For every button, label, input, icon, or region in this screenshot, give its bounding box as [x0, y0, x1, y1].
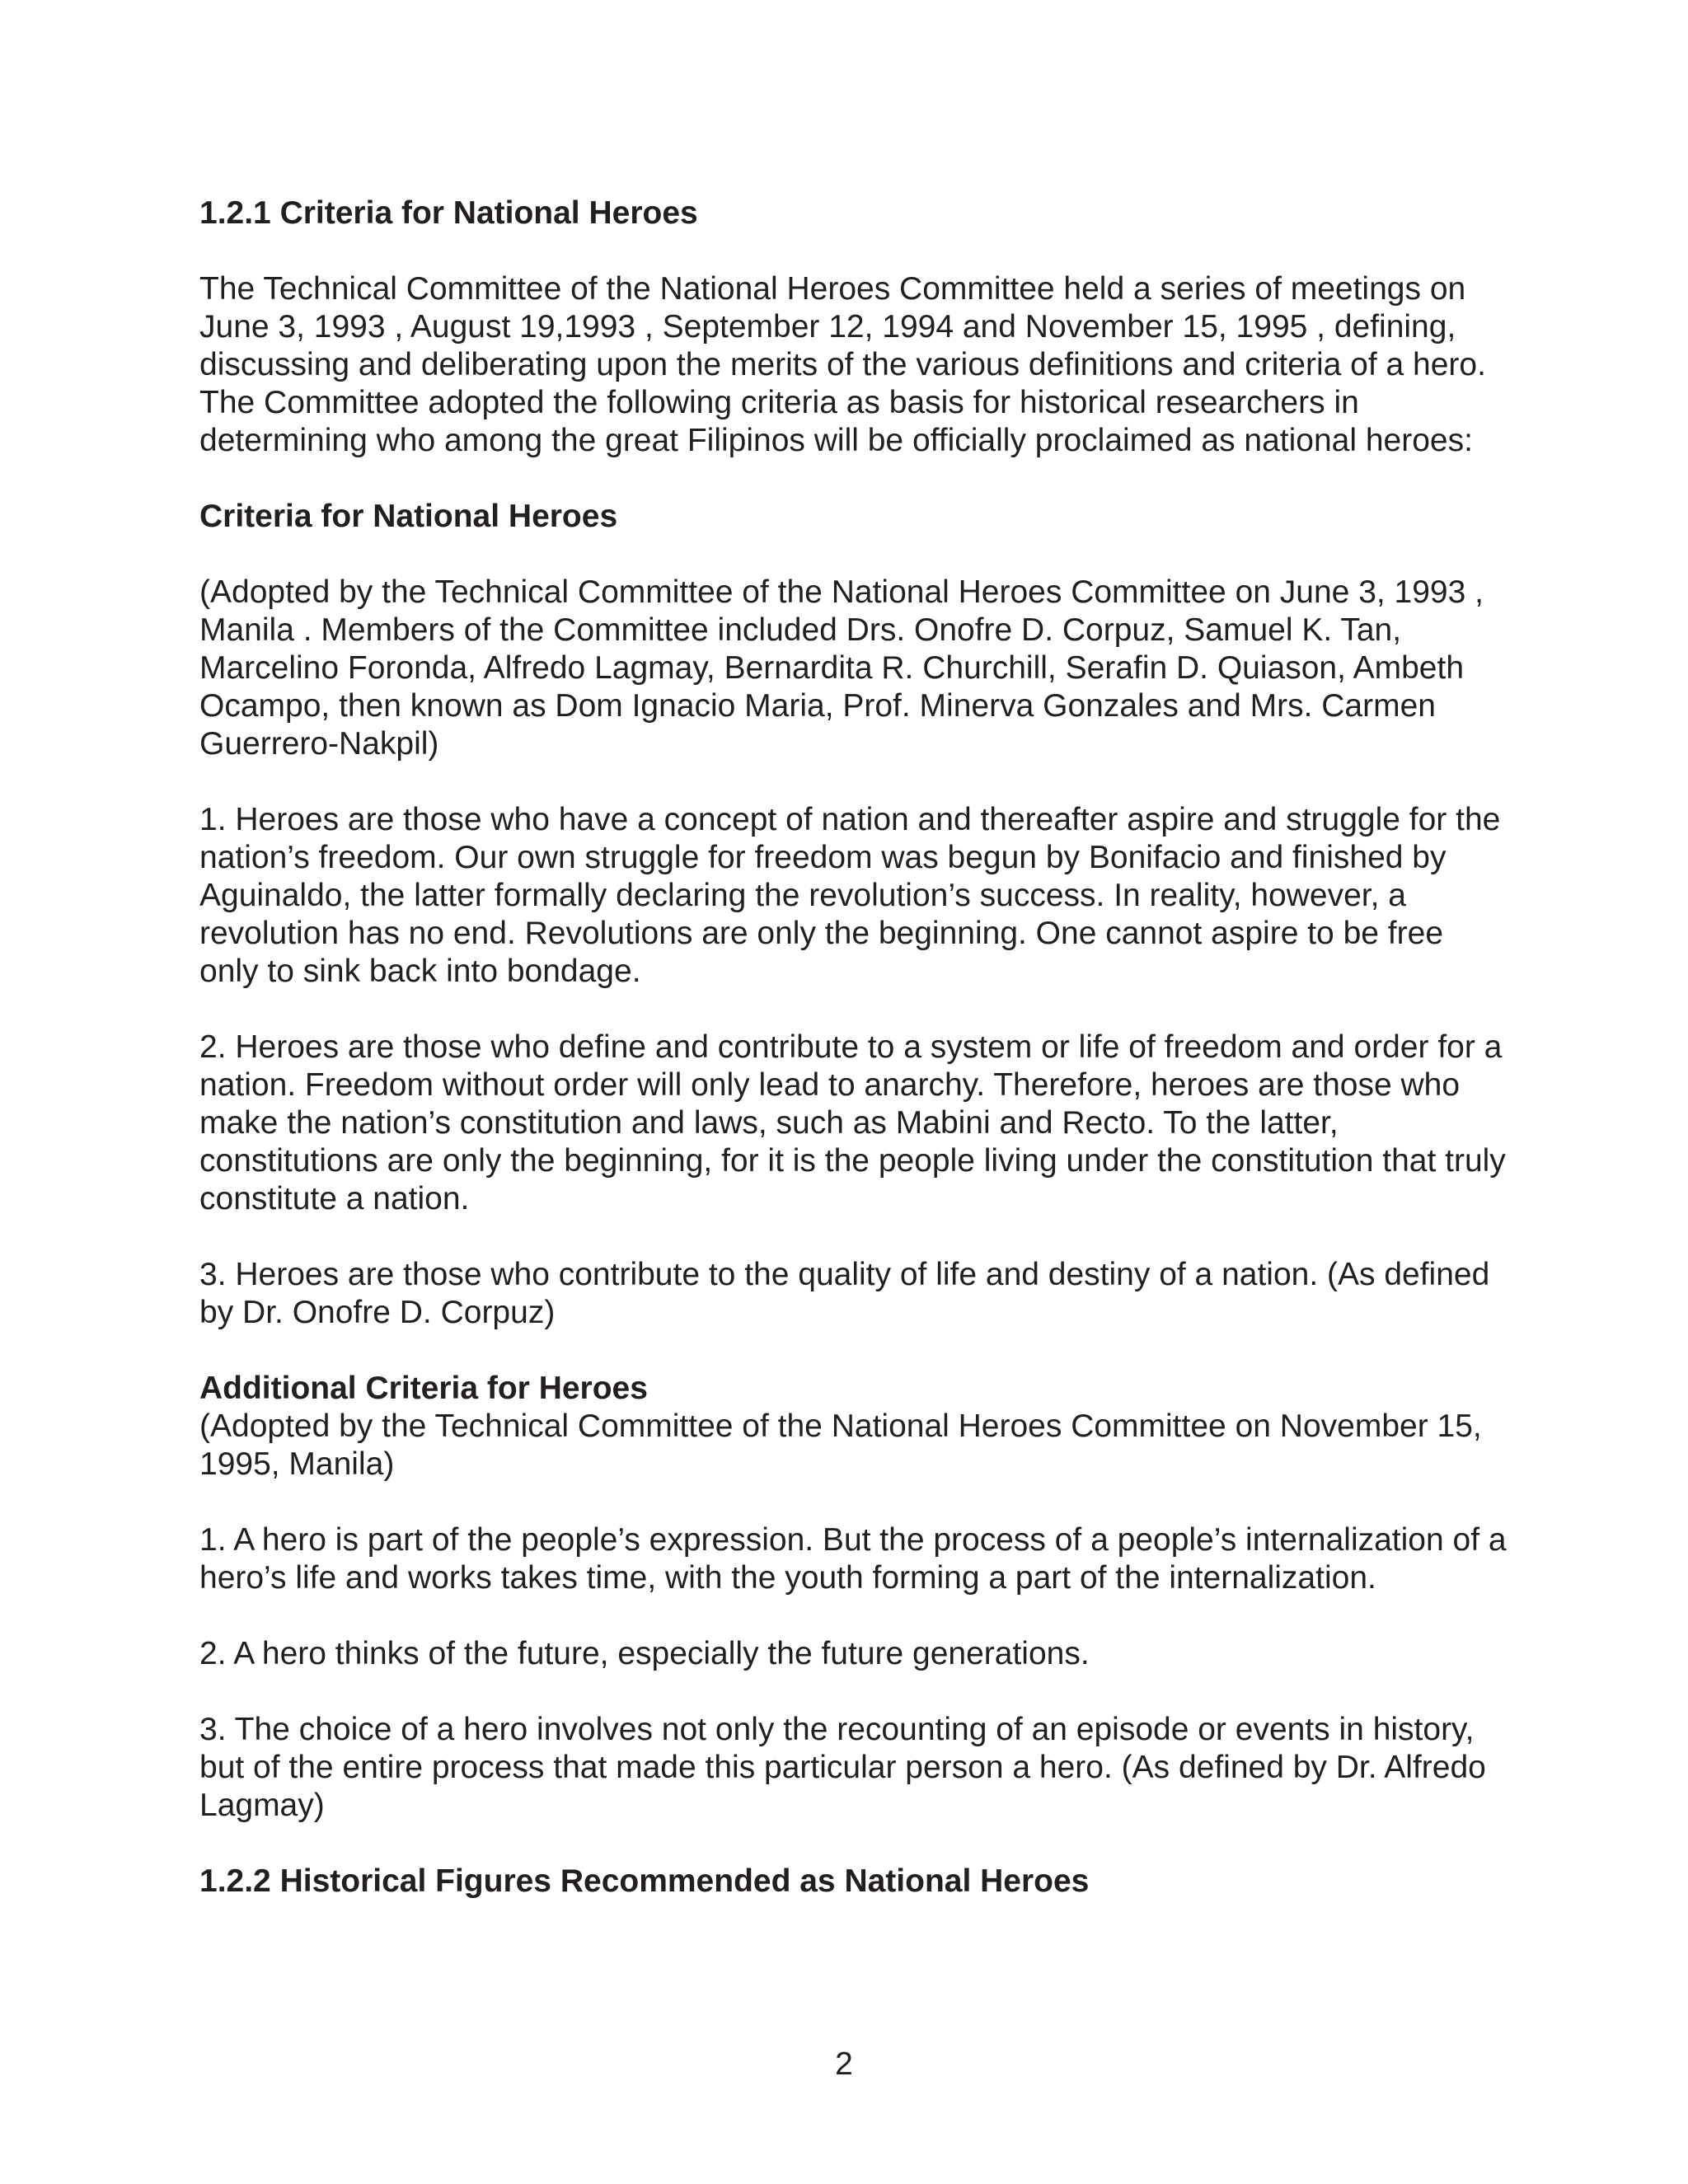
criteria-note: (Adopted by the Technical Committee of the National Heroes Committee on June 3, 1993 , Manila . Members of the Committee included Drs. Onofre D. Corpuz, Samuel K. Tan, Marcelino Foronda, Alfredo Lagmay, Bernardita R. Churchill, Serafin D. Quiason, Ambeth Ocampo, then known as Dom Ignacio Maria, Prof. Minerva Gonzales and Mrs. Carmen Guerrero-Nakpil) [199, 574, 1484, 762]
page-number: 2 [835, 2046, 853, 2082]
section-heading-1-2-1: 1.2.1 Criteria for National Heroes [199, 195, 698, 231]
additional-criteria-item-2: 2. A hero thinks of the future, especially the future generations. [199, 1636, 1090, 1671]
intro-paragraph: The Technical Committee of the National Heroes Committee held a series of meetings on June 3, 1993 , August 19,1993 , September 12, 1994 and November 15, 1995 , defining, discussing and deliberating upon the merits of the various definitions and criteria of a hero. The Committee adopted the following criteria as basis for historical researchers in determining who among the great Filipinos will be officially proclaimed as national heroes: [199, 271, 1486, 458]
criteria-item-3: 3. Heroes are those who contribute to the quality of life and destiny of a nation. (As defined by Dr. Onofre D. Corpuz) [199, 1257, 1490, 1330]
additional-criteria-note: (Adopted by the Technical Committee of the National Heroes Committee on November 15, 1995, Manila) [199, 1408, 1482, 1482]
criteria-item-2: 2. Heroes are those who define and contribute to a system or life of freedom and order for a nation. Freedom without order will only lead to anarchy. Therefore, heroes are those who make the nation’s constitution and laws, such as Mabini and Recto. To the latter, constitutions are only the beginning, for it is the people living under the constitution that truly constitute a nation. [199, 1029, 1506, 1216]
criteria-heading: Criteria for National Heroes [199, 499, 618, 534]
document-page [199, 194, 1510, 1900]
section-heading-1-2-2: 1.2.2 Historical Figures Recommended as National Heroes [199, 1863, 1090, 1899]
additional-criteria-item-1: 1. A hero is part of the people’s expression. But the process of a people’s internalization of a hero’s life and works takes time, with the youth forming a part of the internalization. [199, 1522, 1507, 1596]
criteria-item-1: 1. Heroes are those who have a concept of nation and thereafter aspire and struggle for the nation’s freedom. Our own struggle for freedom was begun by Bonifacio and finished by Aguinaldo, the latter formally declaring the revolution’s success. In reality, however, a revolution has no end. Revolutions are only the beginning. One cannot aspire to be free only to sink back into bondage. [199, 802, 1501, 989]
additional-criteria-heading: Additional Criteria for Heroes [199, 1371, 648, 1406]
additional-criteria-item-3: 3. The choice of a hero involves not only the recounting of an episode or events in history, but of the entire process that made this particular person a hero. (As defined by Dr. Alfredo Lagmay) [199, 1712, 1486, 1823]
